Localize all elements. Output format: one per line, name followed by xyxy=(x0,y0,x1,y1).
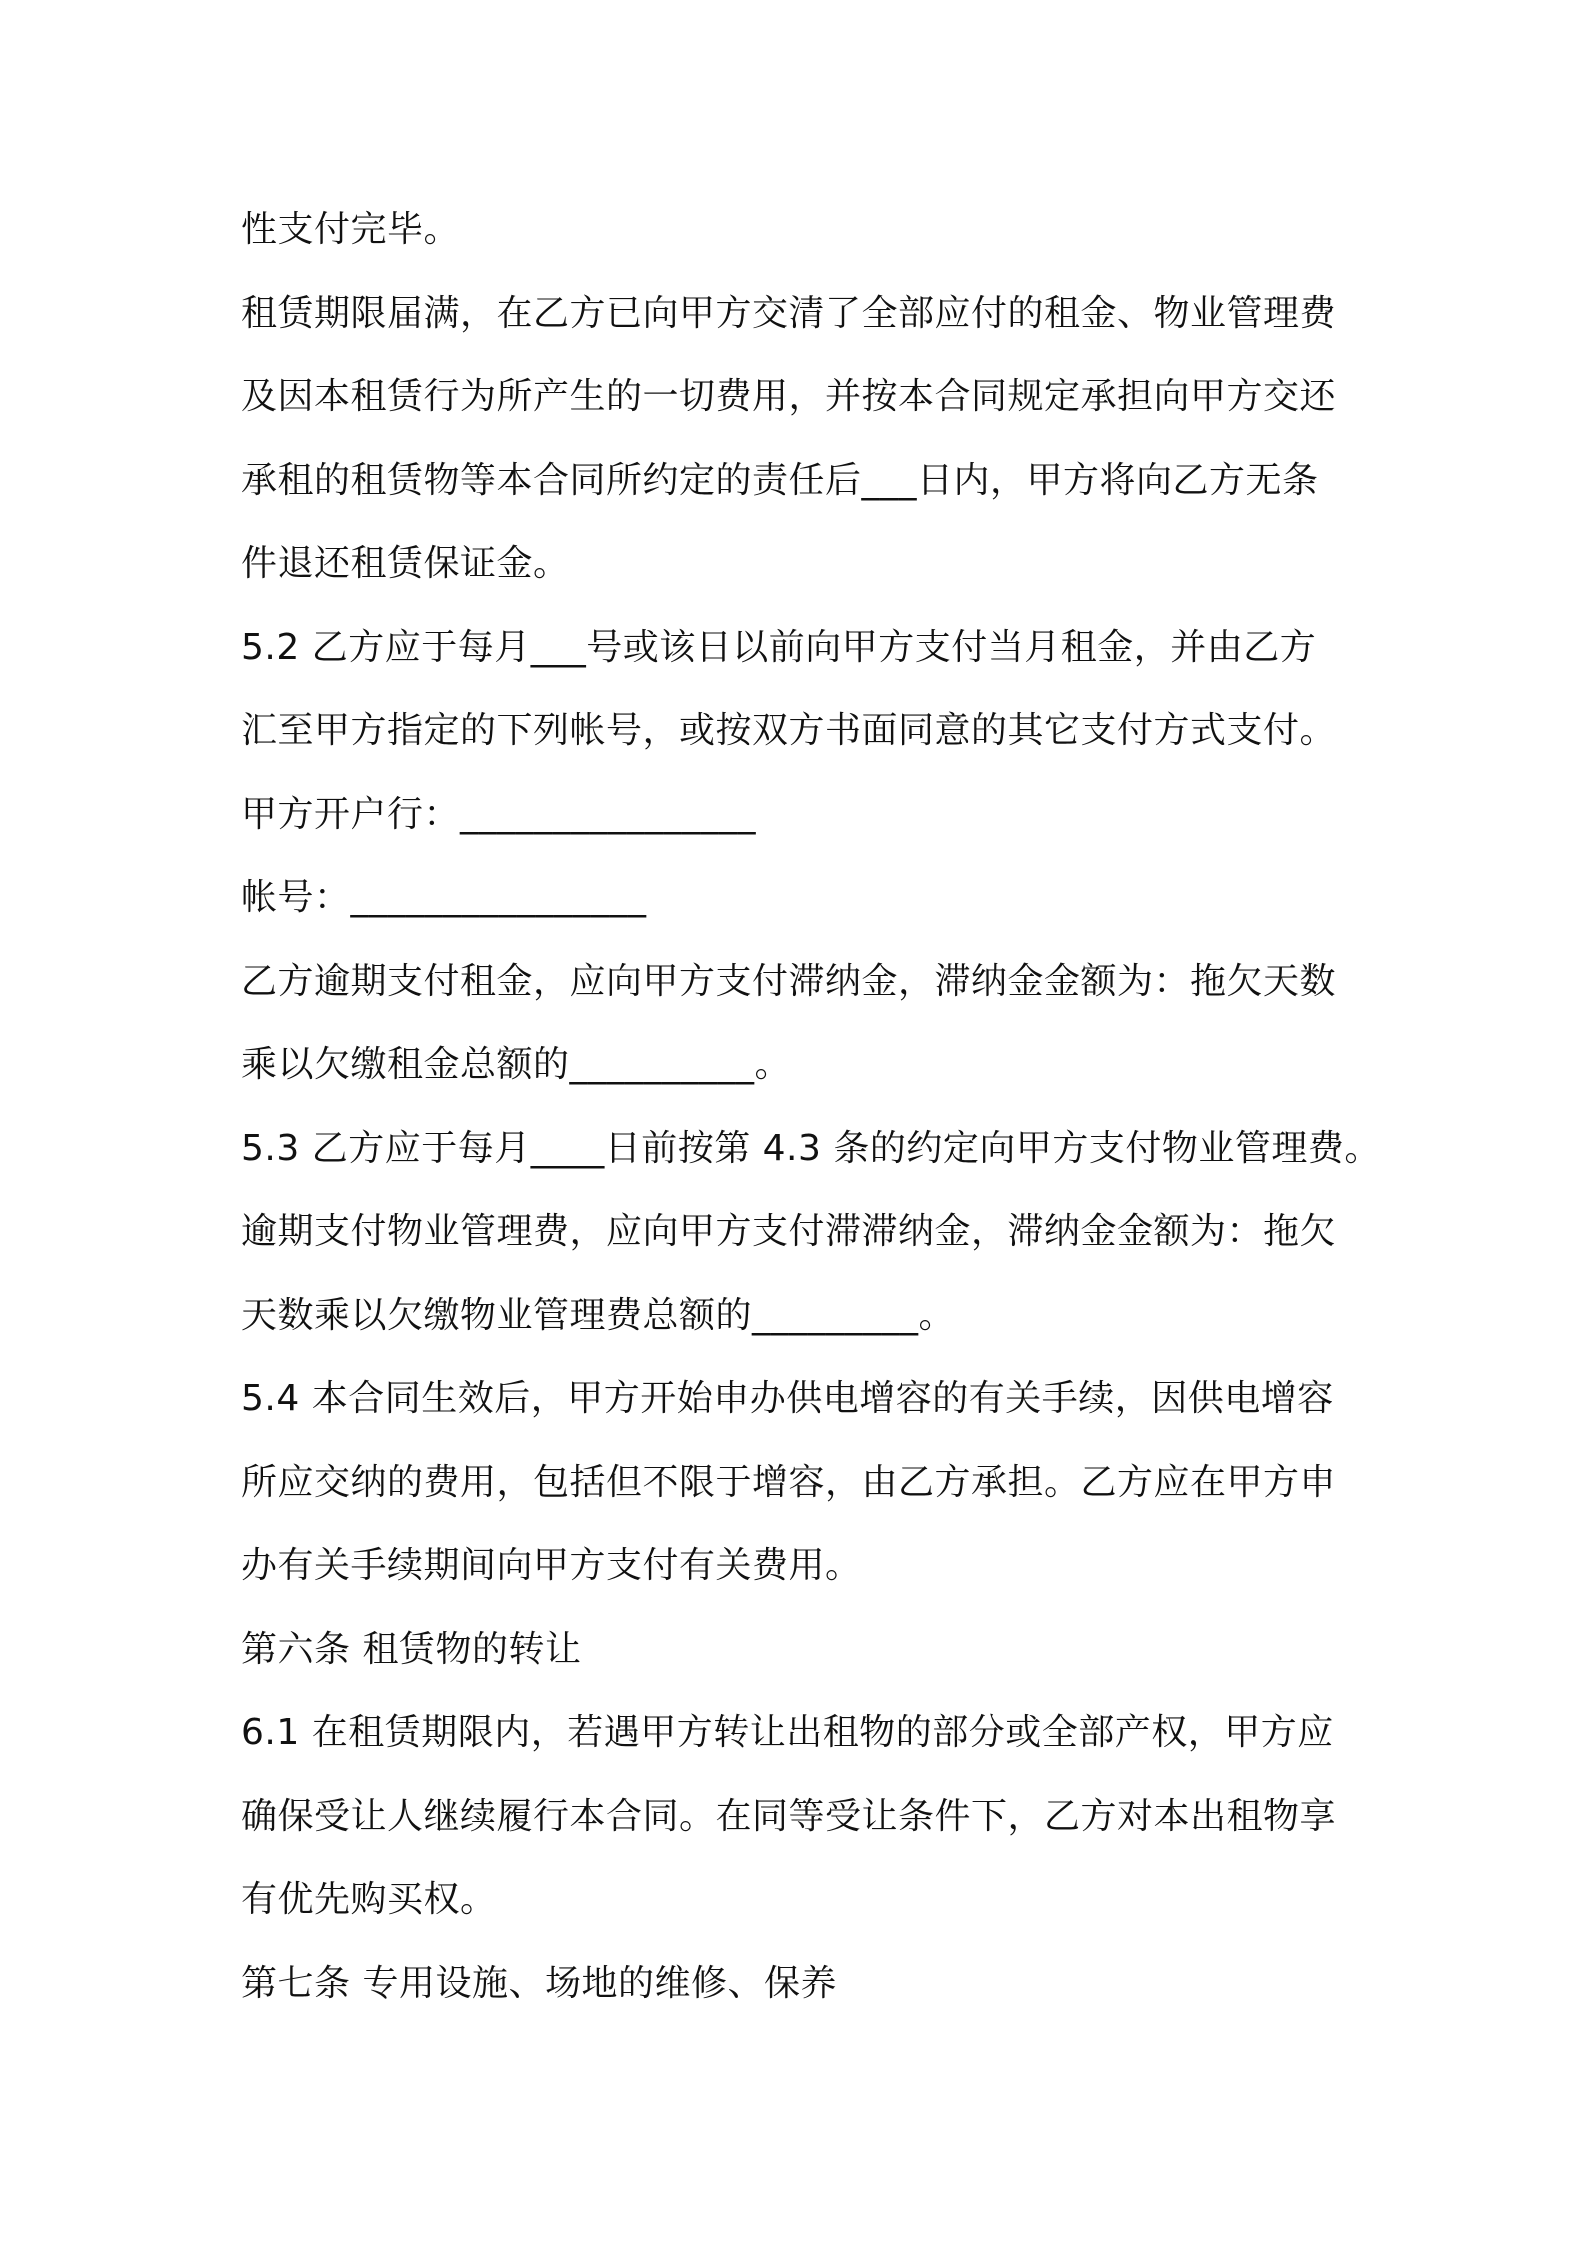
text-line: 乙方逾期支付租金，应向甲方支付滞纳金，滞纳金金额为：拖欠天数 xyxy=(241,960,1337,1002)
text-line: 有优先购买权。 xyxy=(241,1879,497,1920)
text-line: 确保受让人继续履行本合同。在同等受让条件下，乙方对本出租物享 xyxy=(241,1795,1337,1837)
bank-name-line: 甲方开户行：________________ xyxy=(241,793,757,835)
text-line: 及因本租赁行为所产生的一切费用，并按本合同规定承担向甲方交还 xyxy=(241,376,1337,417)
clause-5-4-line: 5.4 本合同生效后，甲方开始申办供电增容的有关手续，因供电增容 xyxy=(241,1378,1334,1419)
text-line: 逾期支付物业管理费，应向甲方支付滞滞纳金，滞纳金金额为：拖欠 xyxy=(241,1211,1337,1252)
text-line: 乘以欠缴租金总额的__________。 xyxy=(241,1044,792,1085)
article-6-heading: 第六条 租赁物的转让 xyxy=(241,1628,582,1670)
text-line: 性支付完毕。 xyxy=(241,209,461,250)
text-line: 所应交纳的费用，包括但不限于增容，由乙方承担。乙方应在甲方申 xyxy=(241,1461,1337,1503)
clause-6-1-line: 6.1 在租赁期限内，若遇甲方转让出租物的部分或全部产权，甲方应 xyxy=(241,1712,1334,1753)
text-line: 办有关手续期间向甲方支付有关费用。 xyxy=(241,1545,862,1586)
clause-5-3-line: 5.3 乙方应于每月____日前按第 4.3 条的约定向甲方支付物业管理费。 xyxy=(241,1127,1381,1169)
text-line: 汇至甲方指定的下列帐号，或按双方书面同意的其它支付方式支付。 xyxy=(241,710,1337,751)
text-line: 件退还租赁保证金。 xyxy=(241,543,570,584)
text-line: 承租的租赁物等本合同所约定的责任后___日内，甲方将向乙方无条 xyxy=(241,459,1319,501)
text-line: 租赁期限届满，在乙方已向甲方交清了全部应付的租金、物业管理费 xyxy=(241,292,1337,334)
account-number-line: 帐号：________________ xyxy=(241,877,647,918)
clause-5-2-line: 5.2 乙方应于每月___号或该日以前向甲方支付当月租金，并由乙方 xyxy=(241,626,1317,668)
text-line: 天数乘以欠缴物业管理费总额的_________。 xyxy=(241,1294,956,1336)
article-7-heading: 第七条 专用设施、场地的维修、保养 xyxy=(241,1962,837,2004)
contract-text-body xyxy=(241,188,1381,2025)
